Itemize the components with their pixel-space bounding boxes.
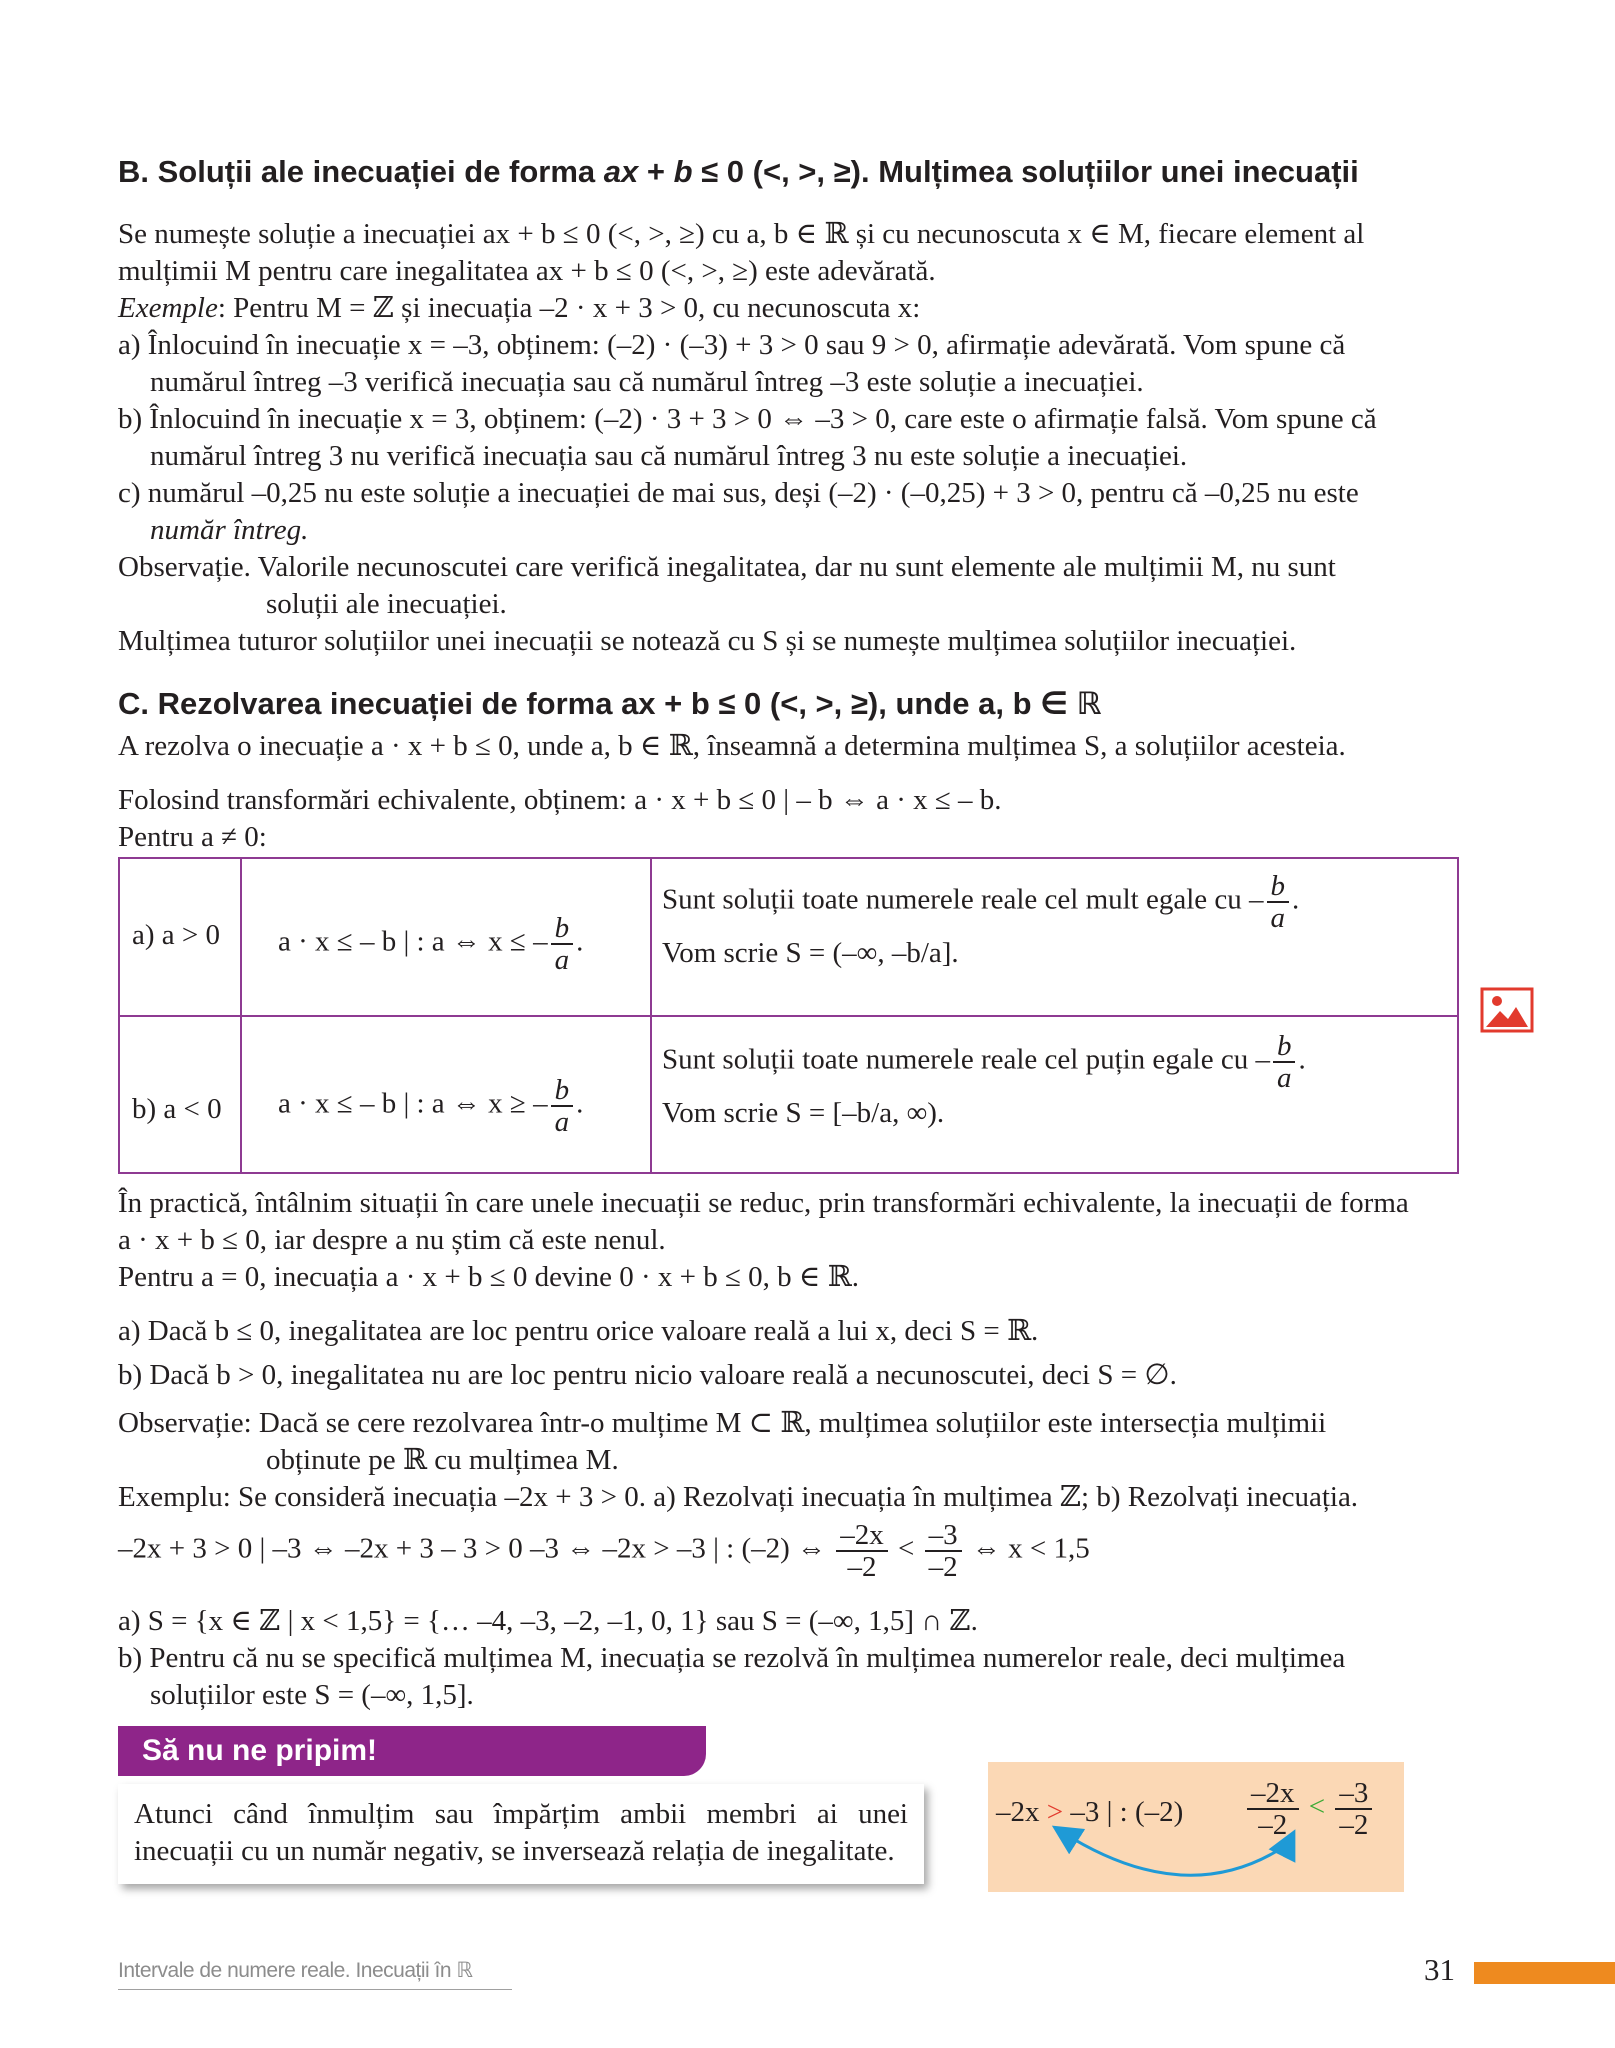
row2-equation: a · x ≤ – b | : a ⇔ x ≥ – $\frac{b}{a}$ .	[278, 1074, 584, 1138]
solution-set-definition: Mulțimea tuturor soluțiilor unei inecuații se notează cu S și se numește mulțimea soluțiilor inecuației.	[118, 625, 1297, 657]
row2-description: Sunt soluții toate numerele reale cel puțin egale cu – $\frac{b}{a}$ .	[662, 1030, 1306, 1094]
row2-interval: Vom scrie S = [–b/a, ∞).	[662, 1097, 945, 1129]
answer-a: a) S = {x ∈ ℤ | x < 1,5} = {… –4, –3, –2, –1, 0, 1} sau S = (–∞, 1,5] ∩ ℤ.	[118, 1605, 978, 1637]
callout-note	[118, 1784, 924, 1884]
case-a-nonzero: Pentru a ≠ 0:	[118, 821, 267, 853]
answer-b-line-2: soluțiilor este S = (–∞, 1,5].	[150, 1679, 474, 1711]
callout-note-line-2: inecuații cu un număr negativ, se inversează relația de inegalitate.	[134, 1835, 895, 1867]
example-intro: Exemple: Pentru M = ℤ și inecuația –2 · x + 3 > 0, cu necunoscuta x:	[118, 292, 921, 324]
practice-line-2: a · x + b ≤ 0, iar despre a nu știm că este nenul.	[118, 1224, 666, 1256]
zero-case: Pentru a = 0, inecuația a · x + b ≤ 0 devine 0 · x + b ≤ 0, b ∈ ℝ.	[118, 1261, 859, 1293]
equivalent-transform: Folosind transformări echivalente, obținem: a · x + b ≤ 0 | – b ⇔ a · x ≤ – b.	[118, 784, 1002, 816]
example-statement: Exemplu: Se consideră inecuația –2x + 3 > 0. a) Rezolvați inecuația în mulțimea ℤ; b) Rezolvați inecuația.	[118, 1481, 1359, 1513]
curved-arrow-icon	[988, 1762, 1404, 1892]
row1-description: Sunt soluții toate numerele reale cel mult egale cu – $\frac{b}{a}$ .	[662, 870, 1300, 934]
callout-note-line-1: Atunci când înmulțim sau împărțim ambii membri ai unei	[134, 1798, 908, 1830]
row1-interval: Vom scrie S = (–∞, –b/a].	[662, 937, 959, 969]
answer-b-line-1: b) Pentru că nu se specifică mulțimea M, inecuația se rezolvă în mulțimea numerelor reale, deci mulțimea	[118, 1642, 1346, 1674]
example-c-line-2: număr întreg.	[150, 514, 309, 546]
section-b-title: B. Soluții ale inecuației de forma ax + b ≤ 0 (<, >, ≥). Mulțimea soluțiilor unei inecuații	[118, 154, 1359, 189]
callout-tab: Să nu ne pripim!	[118, 1726, 706, 1776]
callout-example-left: –2x > –3 | : (–2)	[996, 1796, 1184, 1828]
row1-case: a) a > 0	[132, 919, 221, 951]
footer-accent-bar	[1474, 1962, 1615, 1984]
footer-chapter-title: Intervale de numere reale. Inecuații în ℝ	[118, 1959, 473, 1982]
example-b-line-2: numărul întreg 3 nu verifică inecuația sau că numărul întreg 3 nu este soluție a inecuației.	[150, 440, 1188, 472]
page-number: 31	[1424, 1952, 1455, 1987]
example-b-line-1: b) Înlocuind în inecuație x = 3, obținem: (–2) · 3 + 3 > 0 ⇔ –3 > 0, care este o afirmație falsă. Vom spune că	[118, 403, 1377, 435]
solution-table	[118, 857, 1459, 1174]
section-c-title: C. Rezolvarea inecuației de forma ax + b ≤ 0 (<, >, ≥), unde a, b ∈ ℝ	[118, 686, 1102, 721]
observation2-line-1: Observație: Dacă se cere rezolvarea într-o mulțime M ⊂ ℝ, mulțimea soluțiilor este intersecția mulțimii	[118, 1407, 1327, 1439]
solve-definition: A rezolva o inecuație a · x + b ≤ 0, unde a, b ∈ ℝ, înseamnă a determina mulțimea S, a soluțiilor acesteia.	[118, 730, 1346, 762]
observation-line-1: Observație. Valorile necunoscutei care verifică inegalitatea, dar nu sunt elemente ale mulțimii M, nu sunt	[118, 551, 1336, 583]
row1-equation: a · x ≤ – b | : a ⇔ x ≤ – $\frac{b}{a}$ .	[278, 912, 584, 976]
row2-case: b) a < 0	[132, 1093, 222, 1125]
footer-divider	[118, 1989, 512, 1990]
image-icon[interactable]	[1480, 987, 1534, 1033]
observation2-line-2: obținute pe ℝ cu mulțimea M.	[266, 1444, 619, 1476]
example-a-line-1: a) Înlocuind în inecuație x = –3, obținem: (–2) · (–3) + 3 > 0 sau 9 > 0, afirmație adevărată. Vom spune că	[118, 329, 1346, 361]
callout-example-box	[988, 1762, 1404, 1892]
example-a-line-2: numărul întreg –3 verifică inecuația sau că numărul întreg –3 este soluție a inecuației.	[150, 366, 1144, 398]
definition-line-1: Se numește soluție a inecuației ax + b ≤ 0 (<, >, ≥) cu a, b ∈ ℝ și cu necunoscuta x ∈ M, fiecare element al	[118, 218, 1365, 250]
example-c-line-1: c) numărul –0,25 nu este soluție a inecuației de mai sus, deși (–2) · (–0,25) + 3 > 0, pentru că –0,25 nu este	[118, 477, 1359, 509]
case-b-positive: b) Dacă b > 0, inegalitatea nu are loc pentru nicio valoare reală a necunoscutei, deci S = ∅.	[118, 1359, 1177, 1391]
practice-line-1: În practică, întâlnim situații în care unele inecuații se reduc, prin transformări echivalente, la inecuații de forma	[118, 1187, 1409, 1219]
callout-example-right: $\frac{-2x}{-2}$ < $\frac{-3}{-2}$	[1244, 1778, 1375, 1840]
observation-line-2: soluții ale inecuației.	[266, 588, 507, 620]
case-b-nonpositive: a) Dacă b ≤ 0, inegalitatea are loc pentru orice valoare reală a lui x, deci S = ℝ.	[118, 1315, 1039, 1347]
solving-steps: –2x + 3 > 0 | –3 ⇔ –2x + 3 – 3 > 0 –3 ⇔ –2x > –3 | : (–2) ⇔ $\frac{-2x}{-2}$ < $\frac{-3}{-2}$ ⇔ x < 1,5	[118, 1519, 1090, 1583]
definition-line-2: mulțimii M pentru care inegalitatea ax + b ≤ 0 (<, >, ≥) este adevărată.	[118, 255, 936, 287]
